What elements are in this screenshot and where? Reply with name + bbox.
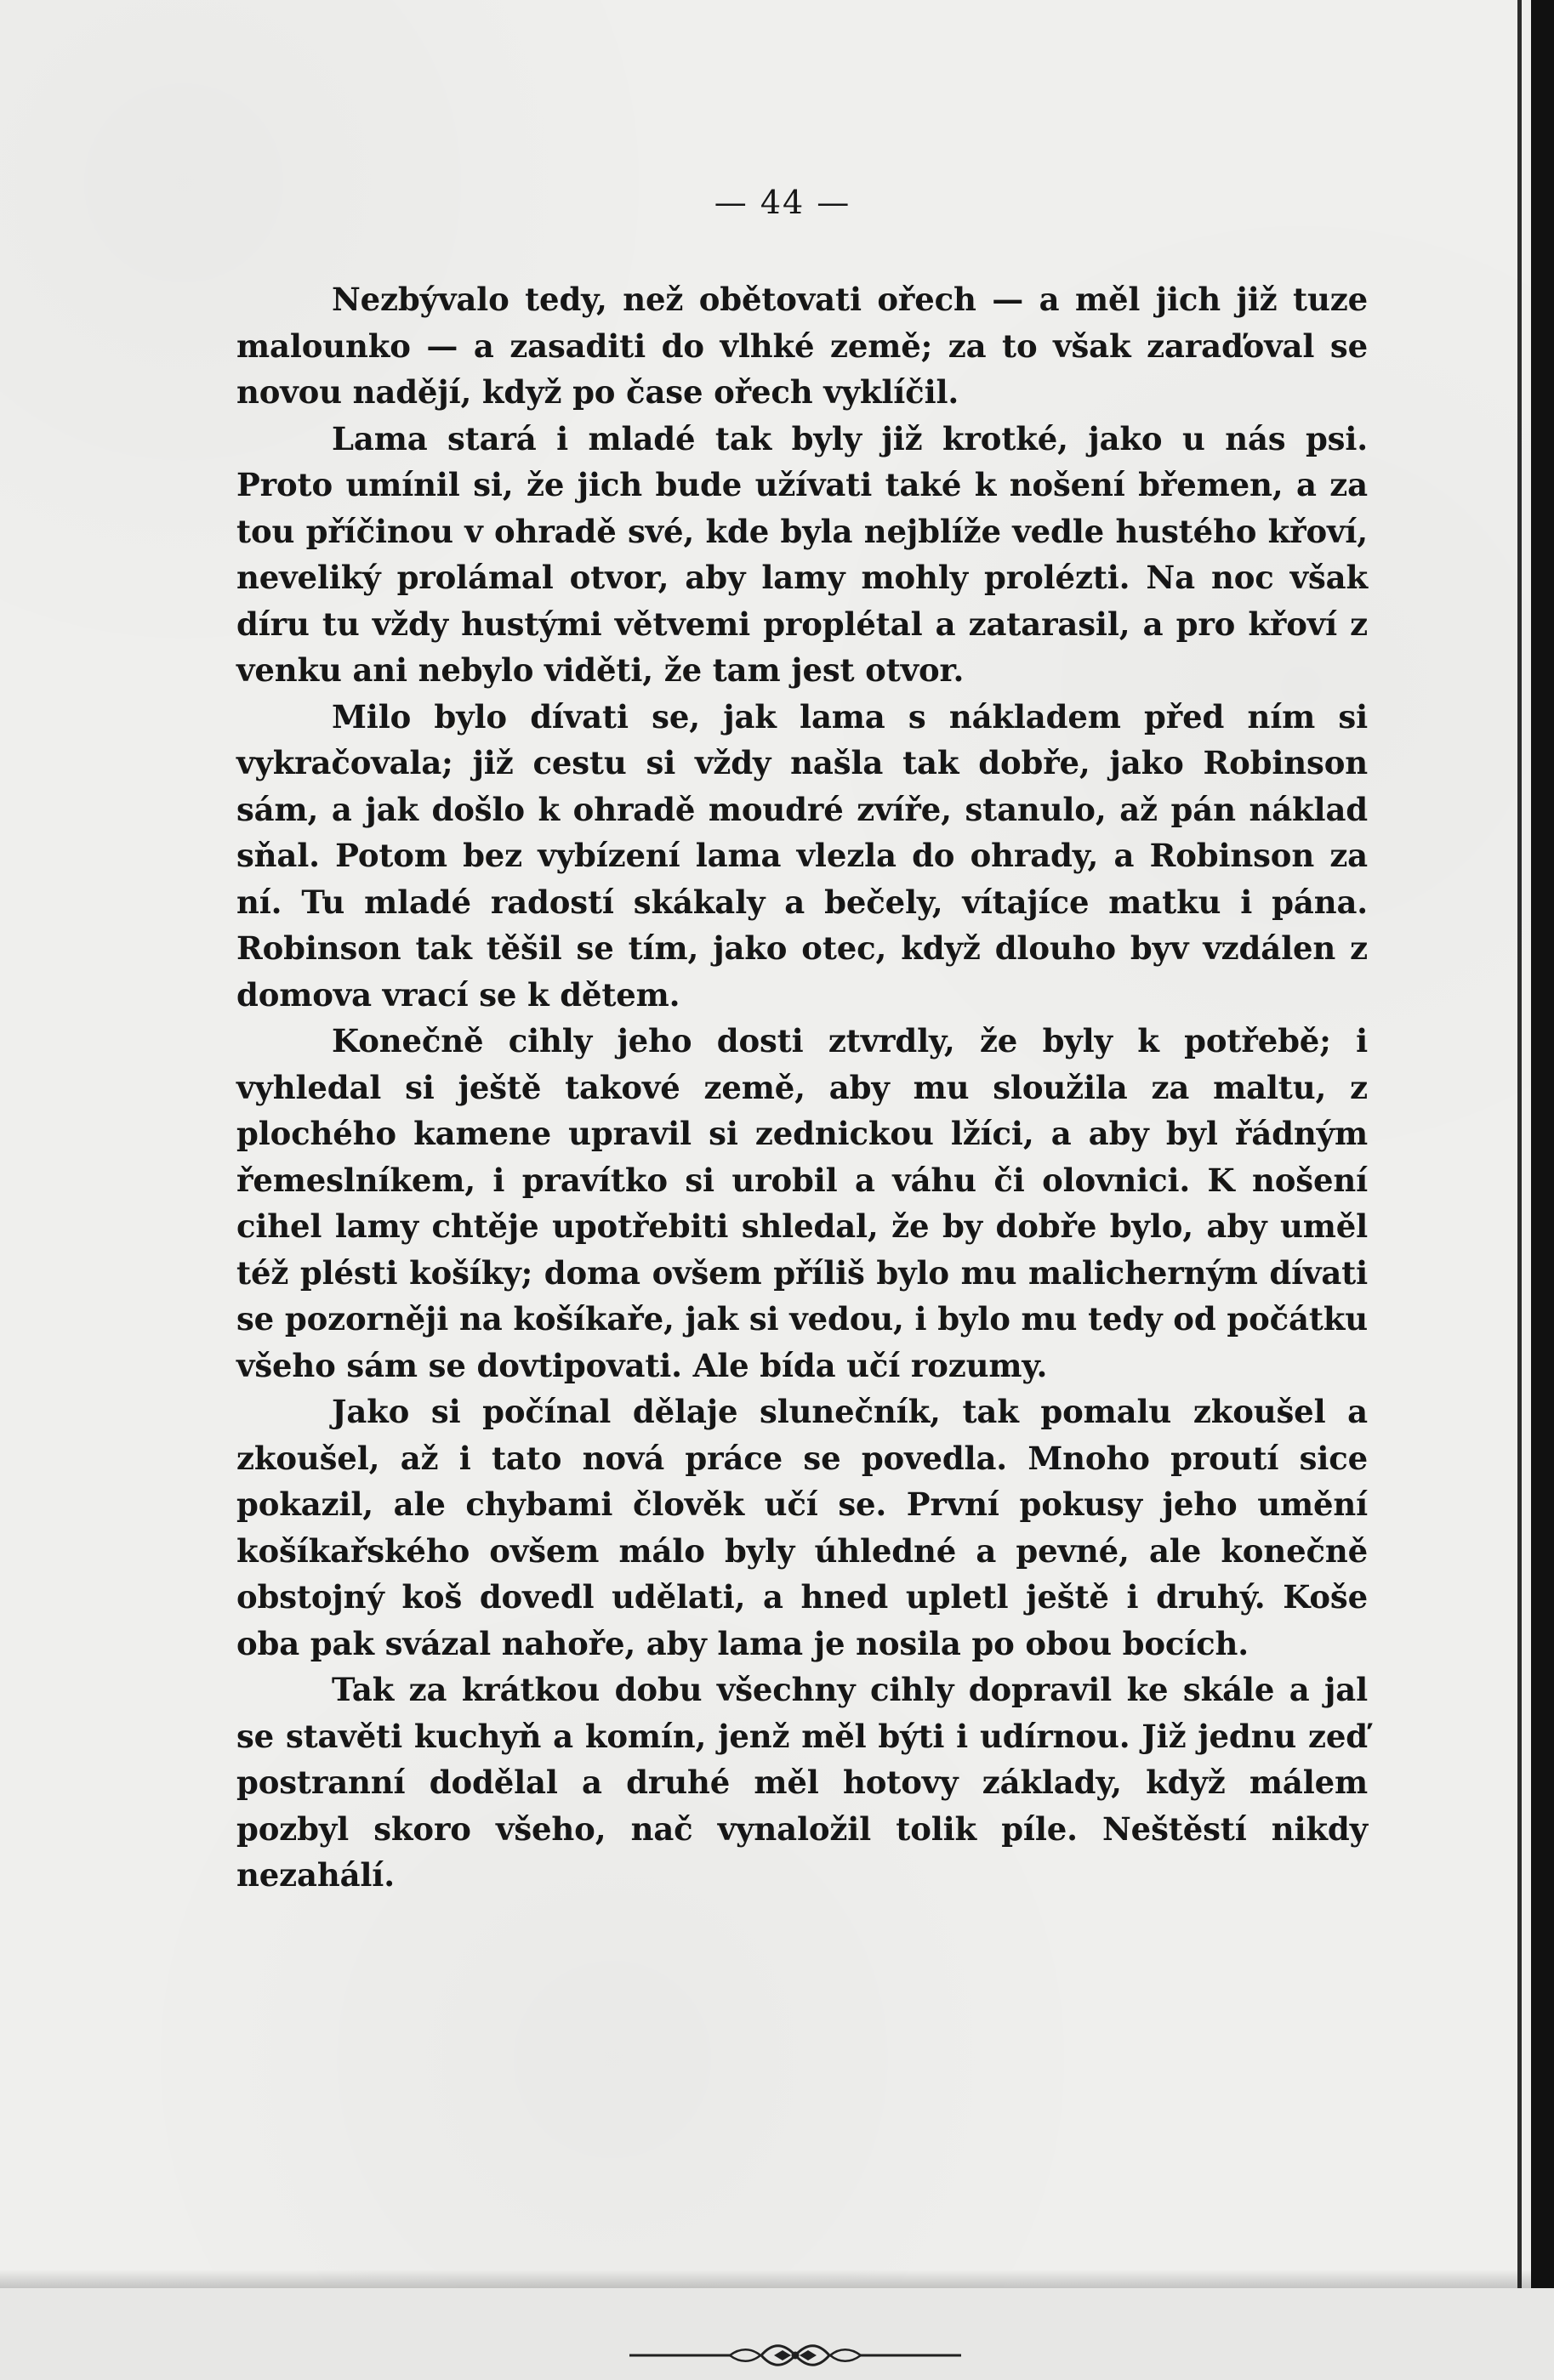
page-number: — 44 — (714, 184, 851, 221)
scan-right-border (1531, 0, 1554, 2288)
paragraph-5: Jako si počínal dělaje slunečník, tak pomalu zkoušel a zkoušel, až i tato nová práce se povedla. Mnoho proutí sice pokazil, ale chybami člověk učí se. První pokusy jeho umění košíkařského ovšem málo byly úhledné a pevné, ale konečně obstojný koš dovedl udělati, a hned upletl ještě i druhý. Koše oba pak svázal nahoře, aby lama je nosila po obou bocích. (236, 1393, 1368, 1662)
paragraph-1: Nezbývalo tedy, než obětovati ořech — a měl jich již tuze malounko — a zasaditi do vlhké země; za to však zaraďoval se novou nadějí, když po čase ořech vyklíčil. (236, 281, 1368, 411)
page-text (236, 276, 1368, 1899)
decorative-rule-ornament-icon (629, 2334, 961, 2377)
paragraph-6: Tak za krátkou dobu všechny cihly dopravil ke skále a jal se stavěti kuchyň a komín, jenž měl býti i udírnou. Již jednu zeď postranní dodělal a druhé měl hotovy základy, když málem pozbyl skoro všeho, nač vynaložil tolik píle. Neštěstí nikdy nezahálí. (236, 1671, 1368, 1894)
paragraph-4: Konečně cihly jeho dosti ztvrdly, že byly k potřebě; i vyhledal si ještě takové země, aby mu sloužila za maltu, z plochého kamene upravil si zednickou lžíci, a aby byl řádným řemeslníkem, i pravítko si urobil a váhu či olovnici. K nošení cihel lamy chtěje upotřebiti shledal, že by dobře bylo, aby uměl též plésti košíky; doma ovšem příliš bylo mu malicherným dívati se pozorněji na košíkaře, jak si vedou, i bylo mu tedy od počátku všeho sám se dovtipovati. Ale bída učí rozumy. (236, 1022, 1368, 1384)
paragraph-2: Lama stará i mladé tak byly již krotké, jako u nás psi. Proto umínil si, že jich bude užívati také k nošení břemen, a za tou příčinou v ohradě své, kde byla nejblíže vedle hustého křoví, neveliký prolámal otvor, aby lamy mohly prolézti. Na noc však díru tu vždy hustými větvemi proplétal a zatarasil, a pro křoví z venku ani nebylo viděti, že tam jest otvor. (236, 419, 1368, 689)
scan-edge-line (1517, 0, 1522, 2288)
page-bottom-shadow (0, 2269, 1531, 2288)
paragraph-3: Milo bylo dívati se, jak lama s nákladem před ním si vykračovala; již cestu si vždy našla tak dobře, jako Robinson sám, a jak došlo k ohradě moudré zvíře, stanulo, až pán náklad sňal. Potom bez vybízení lama vlezla do ohrady, a Robinson za ní. Tu mladé radostí skákaly a bečely, vítajíce matku i pána. Robinson tak těšil se tím, jako otec, když dlouho byv vzdálen z domova vrací se k dětem. (236, 697, 1368, 1014)
